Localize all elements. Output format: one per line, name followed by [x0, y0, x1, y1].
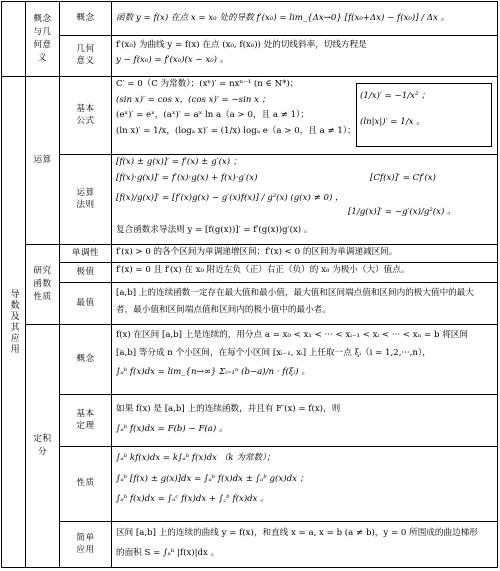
- integral-concept-line-1: f(x) 在区间 [a,b] 上是连续的，用分点 a = x₀ < x₁ < ··· < xᵢ₋₁ < xᵢ < ··· < xₙ = b 将区间: [116, 330, 468, 340]
- row-label-properties: [60, 447, 112, 522]
- content-basic-formula: [112, 77, 497, 155]
- extremum-text: f′(x) = 0 且 f′(x) 在 x₀ 附近左负（正）右正（负）的 x₀ 为极小（大）值点。: [116, 265, 410, 275]
- row-label-monotonic: [60, 245, 112, 263]
- content-integral-concept: [112, 325, 497, 395]
- formula-line-4: (ln x)′ = 1/x，(logₐ x)′ = (1/x) logₐ e（a > 0，且 a ≠ 1）；: [116, 125, 356, 136]
- section-function-properties: [26, 245, 60, 325]
- properties-label: 性质: [76, 478, 95, 489]
- formula-line-2: (sin x)′ = cos x，(cos x)′ = −sin x ；: [116, 94, 271, 105]
- section-integral: [26, 325, 60, 567]
- row-label-rules: [60, 155, 112, 245]
- formula-box-line-2: (ln|x|)′ = 1/x 。: [360, 116, 425, 127]
- section-integral-label: 定积分: [33, 434, 52, 457]
- formula-box: [356, 83, 492, 147]
- rules-label: 运算法则: [76, 187, 95, 210]
- corner-cell: [2, 2, 26, 77]
- theorem-line-2: ∫ₐᵇ f(x)dx = F(b) − F(a) 。: [116, 423, 228, 434]
- main-category-label: 导数及其应用: [8, 289, 19, 355]
- content-geometric: [112, 36, 497, 77]
- row-label-maxmin: [60, 283, 112, 325]
- theorem-line-1: 如果 f(x) 是 [a,b] 上的连续函数，并且有 F′(x) = f(x)，则: [116, 404, 341, 414]
- rules-constant: [Cf(x)]′ = Cf′(x): [370, 172, 436, 183]
- basic-formula-label: 基本公式: [76, 103, 95, 126]
- properties-line-3: ∫ₐᵇ f(x)dx = ∫ₐᶜ f(x)dx + ∫꜀ᵇ f(x)dx 。: [116, 494, 269, 505]
- content-application: [112, 522, 497, 567]
- row-label-integral-concept: [60, 325, 112, 395]
- section-function-properties-label: 研究函数性质: [33, 266, 52, 302]
- properties-line-2: ∫ₐᵇ [f(x) ± g(x)]dx = ∫ₐᵇ f(x)dx ± ∫ₐᵇ g(x)dx ；: [116, 473, 309, 484]
- section-concept-geometry: [26, 2, 60, 77]
- formula-table: [1, 1, 498, 568]
- section-concept-geometry-label: 概念与几何意义: [33, 14, 52, 63]
- row-label-extremum: [60, 263, 112, 283]
- row-label-application: [60, 522, 112, 567]
- maxmin-line-2: 者，最小值和区间端点值和区间内的极小值中的最小者。: [116, 304, 331, 315]
- rules-reciprocal: [1/g(x)]′ = −g′(x)/g²(x) 。: [348, 206, 456, 217]
- rules-chain: 复合函数求导法则 y = [f(g(x))]′ = f′(g(x))g′(x) 。: [116, 225, 313, 236]
- geometric-line-2: y − f(x₀) = f′(x₀)(x − x₀) 。: [116, 54, 229, 65]
- row-label-concept: [60, 2, 112, 36]
- rules-line-3-row: [116, 193, 493, 205]
- maxmin-label: 最值: [76, 297, 95, 308]
- monotonic-text: f′(x) > 0 的各个区间为单调递增区间；f′(x) < 0 的区间为单调递减区间。: [116, 247, 398, 257]
- formula-line-1: C′ = 0（C 为常数）；(xⁿ)′ = nxⁿ⁻¹ (n ∈ N*)；: [116, 79, 299, 89]
- section-operation-label: 运算: [33, 154, 52, 165]
- row-label-theorem: [60, 395, 112, 447]
- integral-concept-line-2: [a,b] 等分成 n 个小区间，在每个小区间 [xᵢ₋₁, xᵢ] 上任取一点 ξᵢ（i = 1,2,···,n），: [116, 347, 431, 358]
- application-label: 简单应用: [76, 532, 95, 555]
- maxmin-line-1: [a,b] 上的连续函数一定存在最大值和最小值，最大值和区间端点值和区间内的极大值中的最大: [116, 288, 474, 298]
- rules-quotient: [f(x)/g(x)]′ = [f′(x)g(x) − g′(x)f(x)] / g²(x) (g(x) ≠ 0) ，: [116, 193, 344, 204]
- properties-line-1: ∫ₐᵇ kf(x)dx = k∫ₐᵇ f(x)dx （k 为常数）；: [116, 453, 275, 463]
- geometric-label: 几何意义: [76, 44, 95, 66]
- integral-concept-label: 概念: [76, 353, 95, 364]
- concept-label: 概念: [76, 12, 95, 23]
- monotonic-label: 单调性: [71, 247, 100, 258]
- rules-line-1: [f(x) ± g(x)]′ = f′(x) ± g′(x) ；: [116, 157, 242, 167]
- formula-line-3: (eˣ)′ = eˣ，(aˣ)′ = aˣ ln a（a > 0，且 a ≠ 1）；: [116, 110, 310, 121]
- content-monotonic: [112, 245, 497, 263]
- concept-formula: 函数 y = f(x) 在点 x = x₀ 处的导数 f′(x₀) = lim_{Δx→0} [f(x₀+Δx) − f(x₀)] / Δx 。: [116, 12, 450, 23]
- rules-line-2-row: [116, 173, 493, 185]
- theorem-label: 基本定理: [76, 408, 95, 431]
- content-theorem: [112, 395, 497, 447]
- content-maxmin: [112, 283, 497, 325]
- application-line-1: 区间 [a,b] 上的连续的曲线 y = f(x)，和直线 x = a, x = b (a ≠ b)，y = 0 所围成的曲边梯形: [116, 528, 478, 538]
- content-concept: [112, 2, 497, 36]
- integral-concept-line-3: ∫ₐᵇ f(x)dx = lim_{n→∞} Σᵢ₌₁ⁿ (b−a)/n · f(ξᵢ) 。: [116, 367, 310, 378]
- rules-product: [f(x)·g(x)]′ = f′(x)·g(x) + f(x)·g′(x): [116, 172, 258, 183]
- section-operation: [26, 77, 60, 245]
- content-properties: [112, 447, 497, 522]
- formula-box-line-1: (1/x)′ = −1/x² ；: [360, 91, 430, 101]
- content-rules: [112, 155, 497, 245]
- row-label-geometric: [60, 36, 112, 77]
- row-label-basic-formula: [60, 77, 112, 155]
- content-extremum: [112, 263, 497, 283]
- main-category-cell: [2, 77, 26, 567]
- geometric-line-1: f′(x₀) 为曲线 y = f(x) 在点 (x₀, f(x₀)) 处的切线斜率，切线方程是: [116, 40, 367, 50]
- extremum-label: 极值: [76, 266, 95, 277]
- application-line-2: 的面积 S = ∫ₐᵇ |f(x)|dx 。: [116, 547, 220, 558]
